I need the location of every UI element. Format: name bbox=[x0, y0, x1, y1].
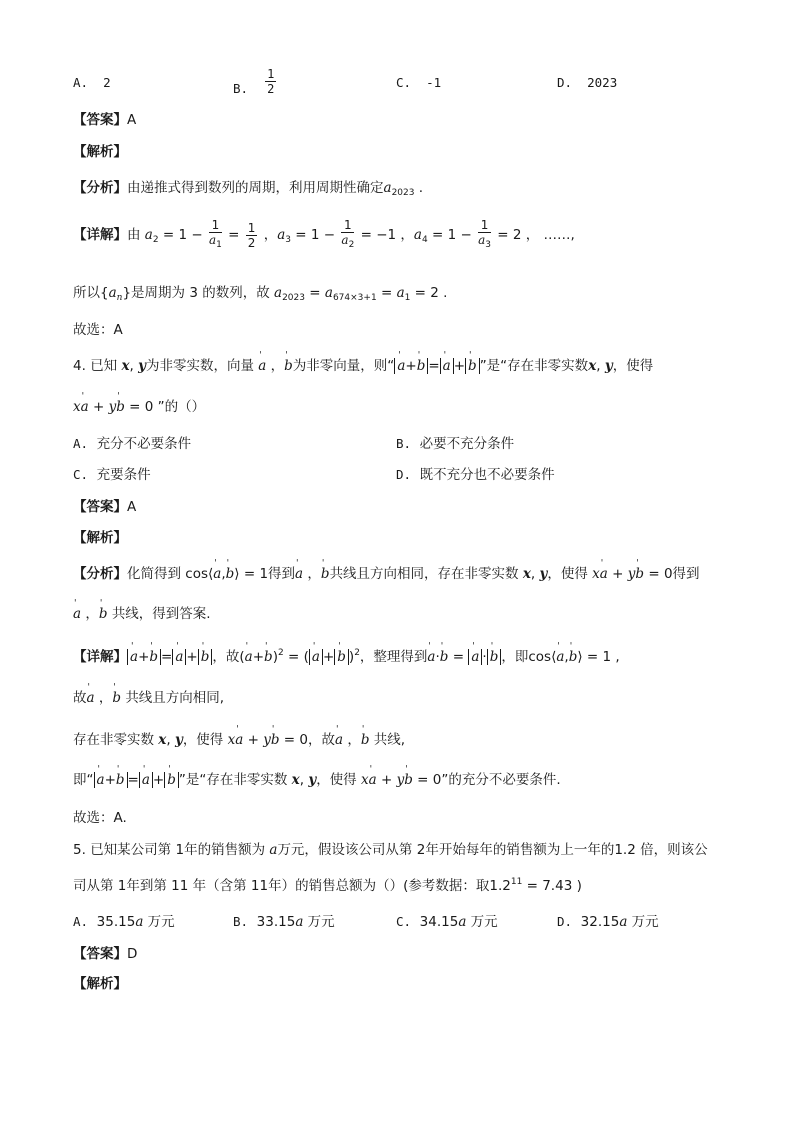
q4-option-c: C. 充要条件 bbox=[73, 467, 151, 483]
q3-option-c: C. -1 bbox=[396, 75, 442, 90]
q5-stem-line1: 5. 已知某公司第 1年的销售额为 a万元，假设该公司从第 2年开始每年的销售额为上一年的1.2 倍，则该公 bbox=[73, 842, 708, 858]
q3-option-a: A. 2 bbox=[73, 75, 111, 90]
q5-analysis-tag: 【解析】 bbox=[73, 976, 127, 992]
q4-analysis-line1: 【分析】化简得到 cos⟨' a,' b⟩ = 1得到' a ，' b共线且方向相同，存在非零实数 x, y，使得 x' a + y' b = 0得到 bbox=[73, 562, 700, 582]
q3-answer: 【答案】A bbox=[73, 112, 137, 128]
q3-conclusion: 故选：A bbox=[73, 322, 123, 338]
q3-option-d: D. 2023 bbox=[557, 75, 618, 90]
q4-conclusion: 故选：A. bbox=[73, 810, 127, 826]
q4-analysis-line2: ' a ，' b 共线，得到答案. bbox=[73, 602, 211, 622]
q3-option-b: B. $\frac{1}{2}$ bbox=[233, 67, 275, 96]
q4-answer: 【答案】A bbox=[73, 499, 137, 515]
q4-stem-line1: 4. 已知 x, y为非零实数，向量 ' a ，' b为非零向量，则“' a+' b =' a +' b ”是“存在非零实数x, y，使得 bbox=[73, 354, 653, 374]
q5-option-c: C. 34.15a 万元 bbox=[396, 914, 498, 930]
q3-analysis: 【分析】由递推式得到数列的周期，利用周期性确定$a_{2023}$ . bbox=[73, 180, 424, 198]
q4-stem-line2: x' a + y' b = 0 ”的（） bbox=[73, 395, 205, 415]
q4-detail-line1: 【详解】' a+' b =' a +' b ，故(' a+' b)$^2$ = (' a +' b )$^2$，整理得到' a·' b = ' a ·' b ，即cos⟨' a,' b⟩ = 1 , bbox=[73, 645, 620, 665]
q5-option-d: D. 32.15a 万元 bbox=[557, 914, 659, 930]
q5-option-a: A. 35.15a 万元 bbox=[73, 914, 175, 930]
q4-detail-line4: 即“' a+' b =' a +' b ”是“存在非零实数 x, y，使得 x' a + y' b = 0”的充分不必要条件. bbox=[73, 768, 561, 788]
q5-stem-line2: 司从第 1年到第 11 年（含第 11年）的销售总额为（）(参考数据：取$1.2^{11} = 7.43$ ) bbox=[73, 877, 582, 894]
q3-analysis-tag: 【解析】 bbox=[73, 144, 127, 160]
q5-option-b: B. 33.15a 万元 bbox=[233, 914, 335, 930]
q4-detail-line2: 故' a ，' b 共线且方向相同, bbox=[73, 686, 224, 706]
q4-analysis-tag: 【解析】 bbox=[73, 530, 127, 546]
q3-period: 所以$\{a_n\}$是周期为 3 的数列，故 $a_{2023} = a_{674\times 3+1} = a_1 = 2$ . bbox=[73, 285, 448, 303]
q4-detail-line3: 存在非零实数 x, y，使得 x' a + y' b = 0，故' a ，' b 共线, bbox=[73, 728, 405, 748]
q5-answer: 【答案】D bbox=[73, 946, 138, 962]
q4-option-b: B. 必要不充分条件 bbox=[396, 436, 515, 452]
q4-option-a: A. 充分不必要条件 bbox=[73, 436, 192, 452]
q4-option-d: D. 既不充分也不必要条件 bbox=[396, 467, 555, 483]
q3-detail: 【详解】由 $a_2 = 1$ − $\frac{1}{a_1}$ = $\frac{1}{2}$ ，$a_3 = 1$ − $\frac{1}{a_2}$ = −1 ，$a_4 = 1$ − $\frac{1}{a_3}$ = 2 ， ……, bbox=[73, 218, 575, 250]
